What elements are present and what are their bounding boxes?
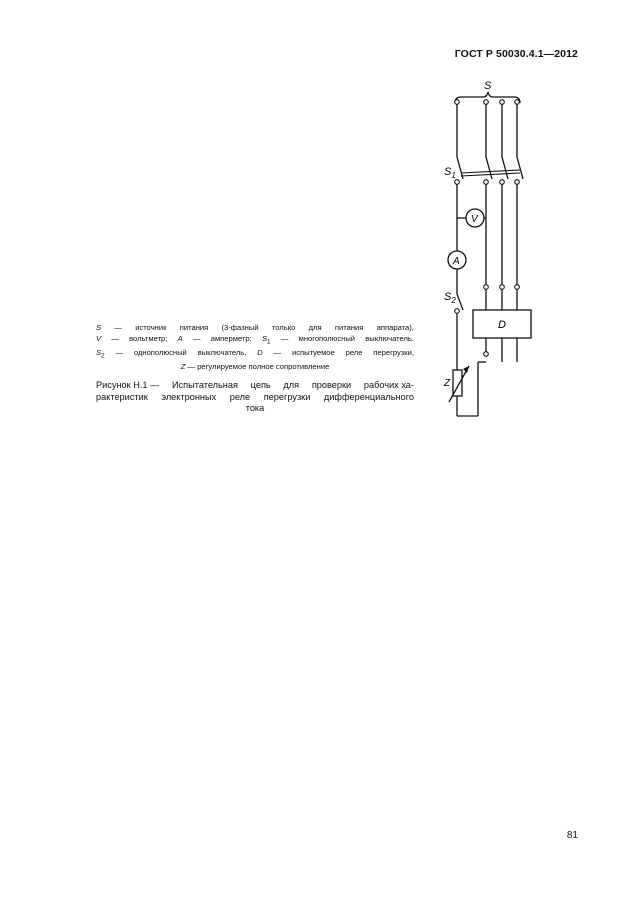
legend-line-4: Z — регулируемое полное сопротивление [180,361,330,371]
label-ammeter: A [453,256,460,267]
caption-line-3: тока [245,403,265,413]
legend-line-2: V — вольтметр; А — амперметр; $S_1$ — многополюсный выключатель. [96,333,414,346]
label-impedance: Z [444,378,451,389]
standard-number: ГОСТ Р 50030.4.1—2012 [454,48,578,60]
caption-line-2: рактеристик электронных реле перегрузки дифференциального [96,391,414,402]
label-relay: D [498,319,506,331]
legend-line-3: $S_2$ — однополюсный выключатель, D — испытуемое реле перегрузки, [96,347,414,360]
legend-line-1: S — источник питания (3-фазный только для питания аппарата), [96,323,414,332]
page-number: 81 [566,830,578,841]
label-source: S [484,80,492,92]
caption-line-1: Рисунок Н.1 — Испытательная цепь для проверки рабочих ха- [96,380,414,390]
label-voltmeter: V [471,214,478,225]
figure-caption [96,380,414,415]
label-s1: $S_1$ [444,166,456,180]
figure-legend [96,323,414,372]
test-circuit-diagram [430,72,540,442]
label-s2: $S_2$ [444,291,456,305]
